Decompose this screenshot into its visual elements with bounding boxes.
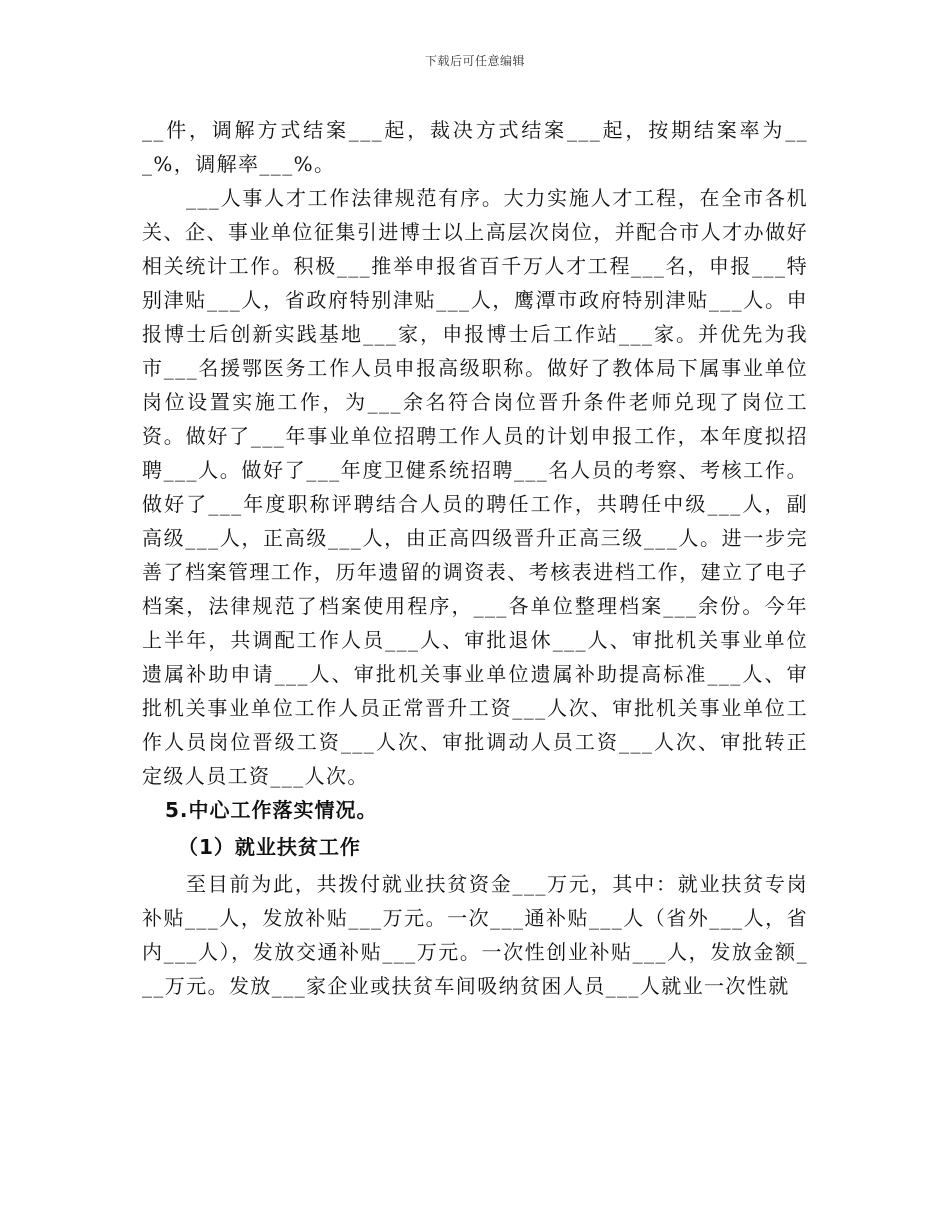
section-heading-central-work: 5.中心工作落实情况。 (165, 798, 378, 822)
paragraph-personnel-talent: ___人事人才工作法律规范有序。大力实施人才工程，在全市各机关、企、事业单位征集引进博士以上高层次岗位，并配合市人才办做好相关统计工作。积极___推举申报省百千万人才工程___名，申报___特别津贴___人，省政府特别津贴___人，鹰潭市政府特别津贴___人。申报博士后创新实践基地___家，申报博士后工作站___家。并优先为我市___名援鄂医务工作人员申报高级职称。做好了教体局下属事业单位岗位设置实施工作，为___余名符合岗位晋升条件老师兑现了岗位工资。做好了___年事业单位招聘工作人员的计划申报工作，本年度拟招聘___人。做好了___年度卫健系统招聘___名人员的考察、考核工作。做好了___年度职称评聘结合人员的聘任工作，共聘任中级___人，副高级___人，正高级___人，由正高四级晋升正高三级___人。进一步完善了档案管理工作，历年遗留的调资表、考核表进档工作，建立了电子档案，法律规范了档案使用程序，___各单位整理档案___余份。今年上半年，共调配工作人员___人、审批退休___人、审批机关事业单位遗属补助申请___人、审批机关事业单位遗属补助提高标准___人、审批机关事业单位工作人员正常晋升工资___人次、审批机关事业单位工作人员岗位晋级工资___人次、审批调动人员工资___人次、审批转正定级人员工资___人次。 (142, 186, 808, 788)
document-body (142, 113, 808, 1003)
paragraph-case-statistics: __件，调解方式结案___起，裁决方式结案___起，按期结案率为___%，调解率___%。 (142, 118, 808, 176)
subsection-heading-employment-poverty: （1）就业扶贫工作 (178, 835, 361, 859)
page-header: 下载后可任意编辑 (424, 54, 525, 68)
paragraph-employment-poverty: 至目前为此，共拨付就业扶贫资金___万元，其中：就业扶贫专岗补贴___人，发放补贴___万元。一次___通补贴___人（省外___人，省内___人），发放交通补贴___万元。一次性创业补贴___人，发放金额___万元。发放___家企业或扶贫车间吸纳贫困人员___人就业一次性就 (142, 872, 808, 998)
